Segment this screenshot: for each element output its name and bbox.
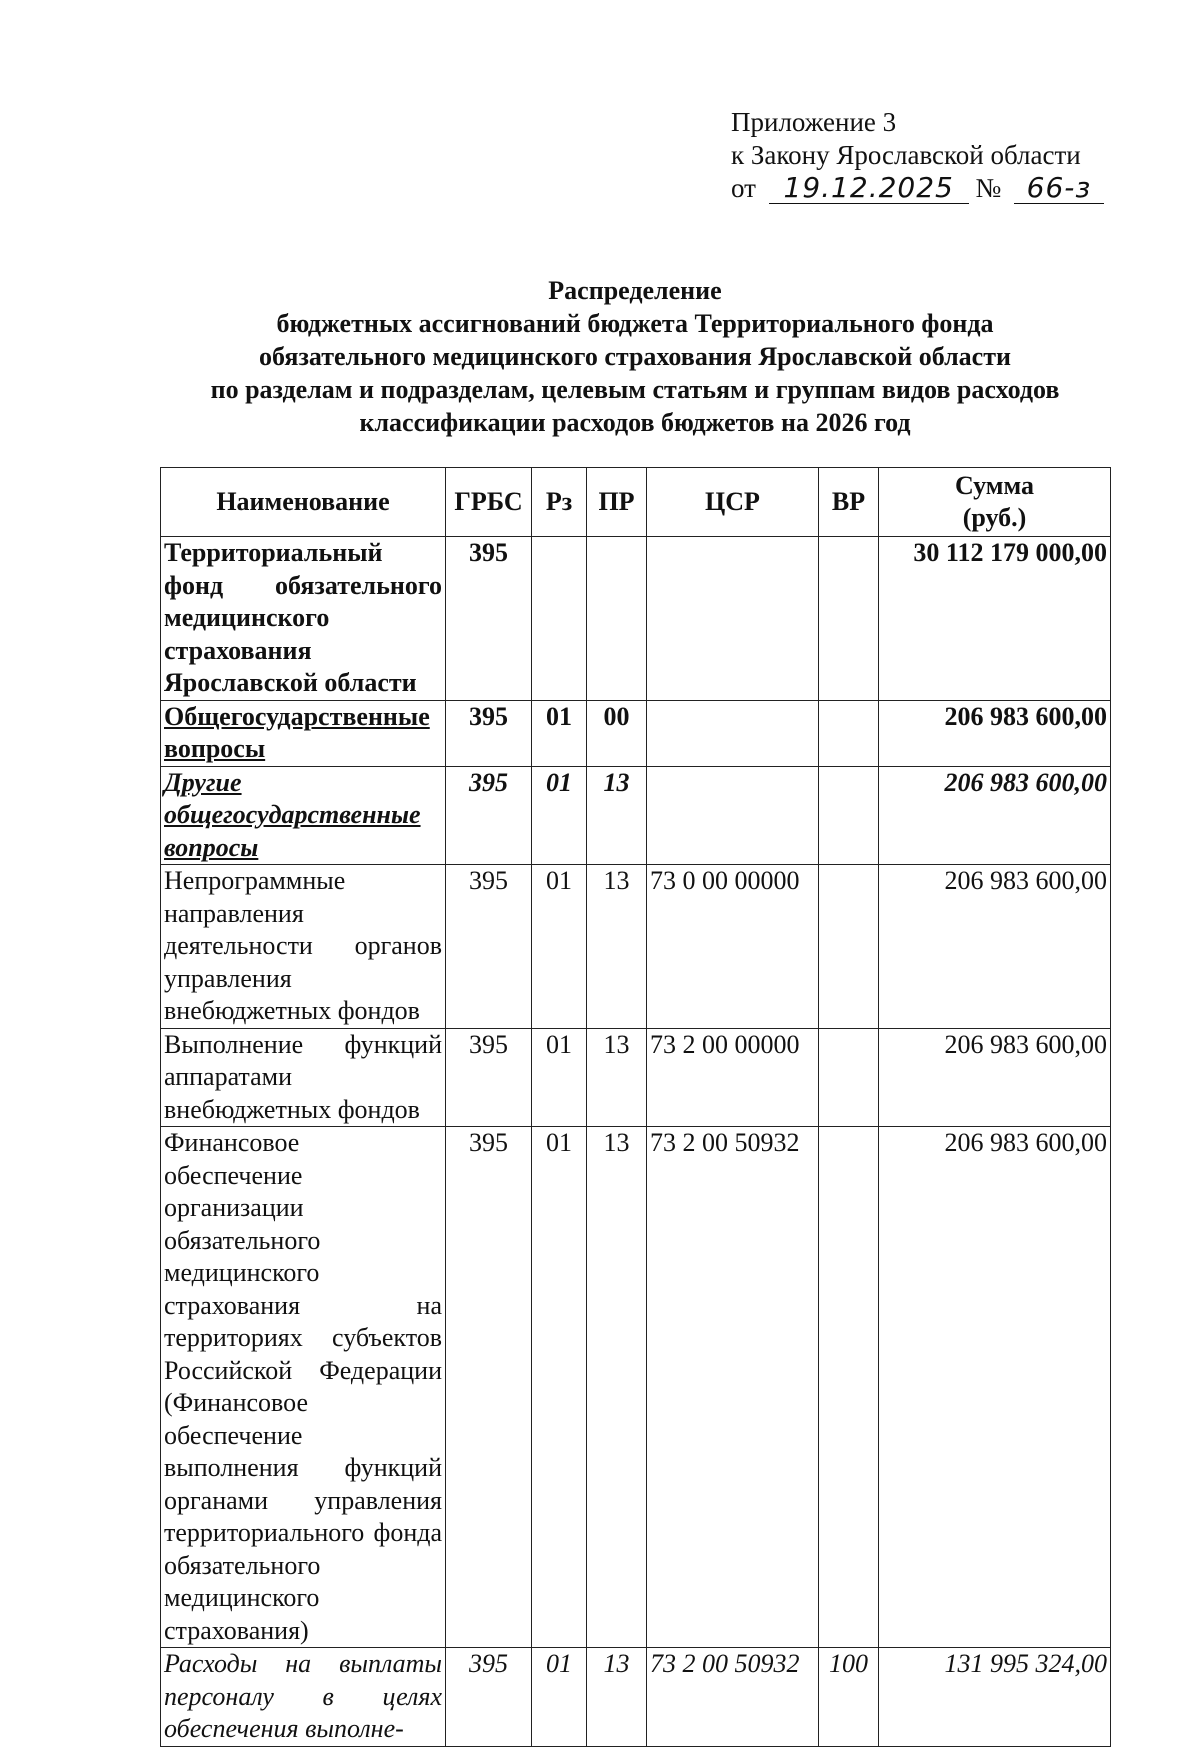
row-name: Выполнение функций аппаратами внебюджетных фондов	[161, 1028, 446, 1127]
row-name: Непрограммные направления деятельности органов управления внебюджетных фондов	[161, 865, 446, 1029]
table-header-row	[161, 468, 1111, 537]
row-grbs: 395	[446, 1127, 532, 1648]
appendix-date-line	[731, 172, 1151, 205]
table-row	[161, 766, 1111, 865]
header-sum	[879, 468, 1111, 537]
row-pr: 00	[587, 700, 647, 766]
header-grbs: ГРБС	[446, 468, 532, 537]
budget-table	[160, 467, 1111, 1747]
from-label: от	[731, 173, 756, 203]
title-line-5: классификации расходов бюджетов на 2026 год	[359, 408, 911, 437]
handwritten-date: 19.12.2025	[769, 173, 969, 204]
row-vr	[819, 1028, 879, 1127]
header-sum-line1: Сумма	[954, 470, 1035, 500]
row-pr	[587, 537, 647, 701]
row-pr: 13	[587, 1127, 647, 1648]
row-sum: 206 983 600,00	[879, 700, 1111, 766]
row-sum: 131 995 324,00	[879, 1648, 1111, 1747]
row-sum: 206 983 600,00	[879, 1127, 1111, 1648]
row-grbs: 395	[446, 766, 532, 865]
header-rz: Рз	[532, 468, 587, 537]
row-vr: 100	[819, 1648, 879, 1747]
row-grbs: 395	[446, 865, 532, 1029]
row-name: Расходы на выплаты персоналу в целях обеспечения выполне-	[161, 1648, 446, 1747]
number-label: №	[975, 173, 1002, 203]
appendix-law-ref: к Закону Ярославской области	[731, 140, 1081, 170]
row-rz: 01	[532, 865, 587, 1029]
table-row	[161, 1127, 1111, 1648]
handwritten-number: 66-з	[1014, 173, 1104, 204]
row-csr	[647, 766, 819, 865]
row-vr	[819, 865, 879, 1029]
appendix-number: Приложение 3	[731, 107, 897, 137]
appendix-block	[731, 106, 1151, 205]
row-pr: 13	[587, 1028, 647, 1127]
header-pr: ПР	[587, 468, 647, 537]
header-vr: ВР	[819, 468, 879, 537]
row-sum: 206 983 600,00	[879, 865, 1111, 1029]
row-rz: 01	[532, 766, 587, 865]
title-line-1: Распределение	[548, 276, 722, 305]
header-name: Наименование	[161, 468, 446, 537]
title-line-2: бюджетных ассигнований бюджета Территориального фонда	[276, 309, 994, 338]
title-line-4: по разделам и подразделам, целевым статьям и группам видов расходов	[210, 375, 1060, 404]
header-sum-line2: (руб.)	[962, 503, 1027, 532]
row-rz: 01	[532, 1648, 587, 1747]
table-row	[161, 1028, 1111, 1127]
row-rz: 01	[532, 1127, 587, 1648]
table-row	[161, 700, 1111, 766]
header-csr: ЦСР	[647, 468, 819, 537]
row-csr: 73 2 00 50932	[647, 1127, 819, 1648]
row-vr	[819, 766, 879, 865]
row-name: Общегосударственные вопросы	[161, 700, 446, 766]
row-rz: 01	[532, 700, 587, 766]
row-pr: 13	[587, 766, 647, 865]
row-name: Территориальный фонд обязательного медицинского страхования Ярославской области	[161, 537, 446, 701]
row-rz: 01	[532, 1028, 587, 1127]
title-line-3: обязательного медицинского страхования Ярославской области	[259, 342, 1011, 371]
row-pr: 13	[587, 1648, 647, 1747]
row-csr	[647, 537, 819, 701]
row-grbs: 395	[446, 537, 532, 701]
document-title	[100, 274, 1170, 439]
row-sum: 206 983 600,00	[879, 1028, 1111, 1127]
row-csr: 73 0 00 00000	[647, 865, 819, 1029]
row-grbs: 395	[446, 1648, 532, 1747]
table-row	[161, 537, 1111, 701]
table-row	[161, 865, 1111, 1029]
row-csr: 73 2 00 00000	[647, 1028, 819, 1127]
row-csr	[647, 700, 819, 766]
row-vr	[819, 700, 879, 766]
row-name: Финансовое обеспечение организации обязательного медицинского страхования на территориях субъектов Российской Федерации (Финансовое обеспечение выполнения функций органами управления территориального фонда обязательного медицинского страхования)	[161, 1127, 446, 1648]
row-grbs: 395	[446, 1028, 532, 1127]
row-sum: 206 983 600,00	[879, 766, 1111, 865]
row-pr: 13	[587, 865, 647, 1029]
row-grbs: 395	[446, 700, 532, 766]
row-vr	[819, 537, 879, 701]
row-vr	[819, 1127, 879, 1648]
row-csr: 73 2 00 50932	[647, 1648, 819, 1747]
row-name: Другие общегосударственные вопросы	[161, 766, 446, 865]
row-sum: 30 112 179 000,00	[879, 537, 1111, 701]
row-rz	[532, 537, 587, 701]
